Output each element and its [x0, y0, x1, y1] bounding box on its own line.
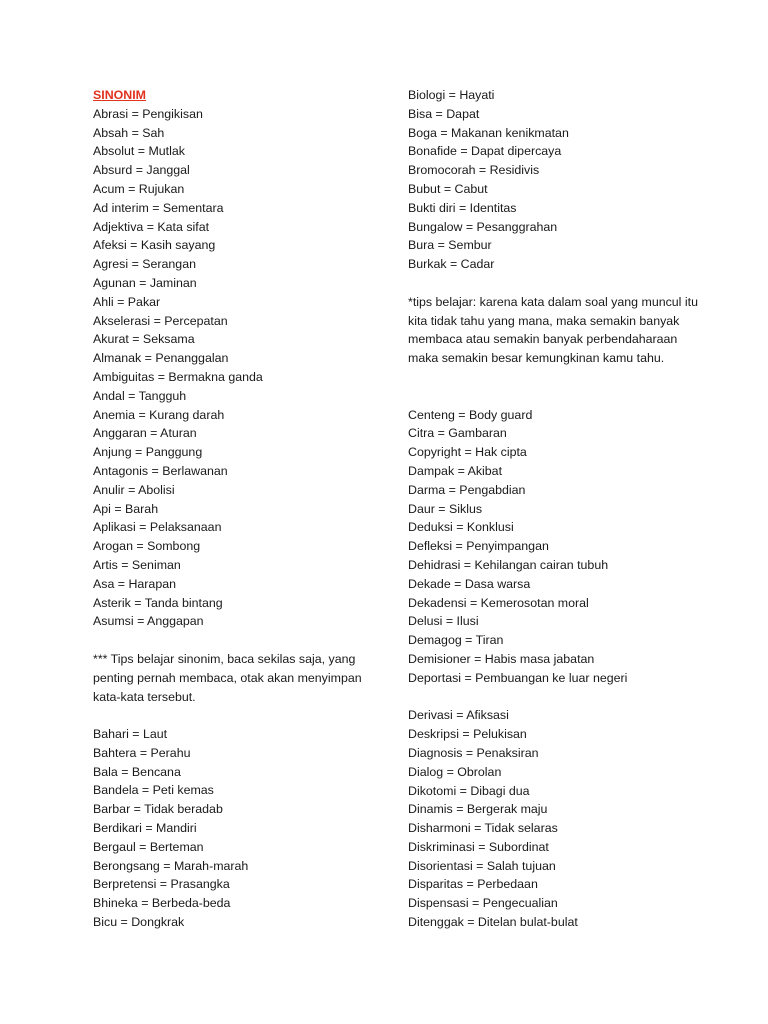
synonym-entry: Dialog = Obrolan [408, 764, 502, 779]
synonym-entry: Afeksi = Kasih sayang [93, 238, 216, 253]
synonym-entry: Absolut = Mutlak [93, 144, 185, 159]
synonym-entry: Almanak = Penanggalan [93, 351, 229, 366]
synonym-entry: Burkak = Cadar [408, 257, 495, 272]
synonym-entry: Dinamis = Bergerak maju [408, 802, 548, 817]
left-column [93, 86, 383, 932]
synonym-entry: Bonafide = Dapat dipercaya [408, 144, 562, 159]
synonym-entry: Bromocorah = Residivis [408, 163, 540, 178]
synonym-entry: Artis = Seniman [93, 557, 181, 572]
synonym-list-a [93, 105, 383, 631]
synonym-entry: Dikotomi = Dibagi dua [408, 783, 530, 798]
synonym-entry: Ambiguitas = Bermakna ganda [93, 369, 263, 384]
synonym-entry: Api = Barah [93, 501, 159, 516]
study-tip-2: *tips belajar: karena kata dalam soal yang muncul itu kita tidak tahu yang mana, maka semakin banyak membaca atau semakin banyak perbendaharaan maka semakin besar kemungkinan kamu tahu. [408, 294, 698, 366]
synonym-entry: Berdikari = Mandiri [93, 821, 197, 836]
synonym-entry: Absah = Sah [93, 125, 165, 140]
synonym-entry: Disharmoni = Tidak selaras [408, 821, 558, 836]
synonym-entry: Darma = Pengabdian [408, 482, 526, 497]
synonym-entry: Asumsi = Anggapan [93, 614, 204, 629]
spacer [93, 631, 383, 650]
synonym-entry: Asterik = Tanda bintang [93, 595, 223, 610]
synonym-entry: Agresi = Serangan [93, 257, 196, 272]
spacer [408, 387, 708, 406]
synonym-entry: Aplikasi = Pelaksanaan [93, 520, 222, 535]
synonym-entry: Ditenggak = Ditelan bulat-bulat [408, 915, 578, 930]
synonym-entry: Bungalow = Pesanggrahan [408, 219, 558, 234]
synonym-entry: Demagog = Tiran [408, 633, 504, 648]
spacer [408, 274, 708, 293]
synonym-entry: Deskripsi = Pelukisan [408, 727, 527, 742]
synonym-entry: Barbar = Tidak beradab [93, 802, 223, 817]
synonym-entry: Dekadensi = Kemerosotan moral [408, 595, 589, 610]
synonym-entry: Diagnosis = Penaksiran [408, 745, 539, 760]
synonym-entry: Biologi = Hayati [408, 88, 495, 102]
spacer [93, 706, 383, 725]
synonym-list-d [408, 406, 708, 688]
synonym-entry: Citra = Gambaran [408, 426, 507, 441]
synonym-entry: Dekade = Dasa warsa [408, 576, 531, 591]
synonym-list-e [408, 706, 708, 932]
synonym-entry: Anjung = Panggung [93, 445, 203, 460]
synonym-entry: Copyright = Hak cipta [408, 445, 527, 460]
synonym-entry: Bubut = Cabut [408, 181, 488, 196]
synonym-entry: Akselerasi = Percepatan [93, 313, 228, 328]
synonym-entry: Boga = Makanan kenikmatan [408, 125, 569, 140]
synonym-list-b [93, 725, 383, 932]
synonym-entry: Abrasi = Pengikisan [93, 106, 203, 121]
synonym-entry: Disparitas = Perbedaan [408, 877, 538, 892]
synonym-entry: Andal = Tangguh [93, 388, 187, 403]
synonym-entry: Berongsang = Marah-marah [93, 858, 249, 873]
synonym-entry: Anulir = Abolisi [93, 482, 175, 497]
synonym-entry: Bhineka = Berbeda-beda [93, 896, 231, 911]
synonym-entry: Bicu = Dongkrak [93, 915, 185, 930]
synonym-entry: Absurd = Janggal [93, 163, 190, 178]
synonym-entry: Daur = Siklus [408, 501, 483, 516]
spacer [408, 688, 708, 707]
synonym-entry: Arogan = Sombong [93, 539, 201, 554]
synonym-entry: Bala = Bencana [93, 764, 181, 779]
synonym-entry: Demisioner = Habis masa jabatan [408, 651, 595, 666]
study-tip-1: *** Tips belajar sinonim, baca sekilas saja, yang penting pernah membaca, otak akan menyimpan kata-kata tersebut. [93, 651, 362, 704]
synonym-entry: Deportasi = Pembuangan ke luar negeri [408, 670, 628, 685]
synonym-entry: Agunan = Jaminan [93, 275, 197, 290]
synonym-entry: Anggaran = Aturan [93, 426, 197, 441]
synonym-entry: Dispensasi = Pengecualian [408, 896, 558, 911]
synonym-entry: Bisa = Dapat [408, 106, 480, 121]
synonym-entry: Bergaul = Berteman [93, 839, 204, 854]
synonym-entry: Defleksi = Penyimpangan [408, 539, 549, 554]
right-column [408, 86, 708, 932]
synonym-entry: Diskriminasi = Subordinat [408, 839, 549, 854]
synonym-entry: Dampak = Akibat [408, 463, 503, 478]
synonym-entry: Ahli = Pakar [93, 294, 161, 309]
synonym-entry: Bukti diri = Identitas [408, 200, 517, 215]
synonym-entry: Asa = Harapan [93, 576, 177, 591]
synonym-entry: Bandela = Peti kemas [93, 783, 214, 798]
synonym-entry: Bahari = Laut [93, 727, 168, 742]
synonym-entry: Anemia = Kurang darah [93, 407, 225, 422]
synonym-entry: Disorientasi = Salah tujuan [408, 858, 556, 873]
synonym-entry: Derivasi = Afiksasi [408, 708, 509, 723]
synonym-entry: Berpretensi = Prasangka [93, 877, 230, 892]
synonym-entry: Bahtera = Perahu [93, 745, 191, 760]
synonym-entry: Antagonis = Berlawanan [93, 463, 228, 478]
synonym-entry: Delusi = Ilusi [408, 614, 479, 629]
synonym-entry: Bura = Sembur [408, 238, 492, 253]
synonym-entry: Centeng = Body guard [408, 407, 533, 422]
synonym-entry: Acum = Rujukan [93, 181, 185, 196]
synonym-entry: Adjektiva = Kata sifat [93, 219, 210, 234]
synonym-entry: Ad interim = Sementara [93, 200, 224, 215]
page-heading: SINONIM [93, 88, 147, 102]
synonym-entry: Akurat = Seksama [93, 332, 195, 347]
synonym-list-c [408, 86, 708, 274]
synonym-entry: Deduksi = Konklusi [408, 520, 514, 535]
synonym-entry: Dehidrasi = Kehilangan cairan tubuh [408, 557, 609, 572]
